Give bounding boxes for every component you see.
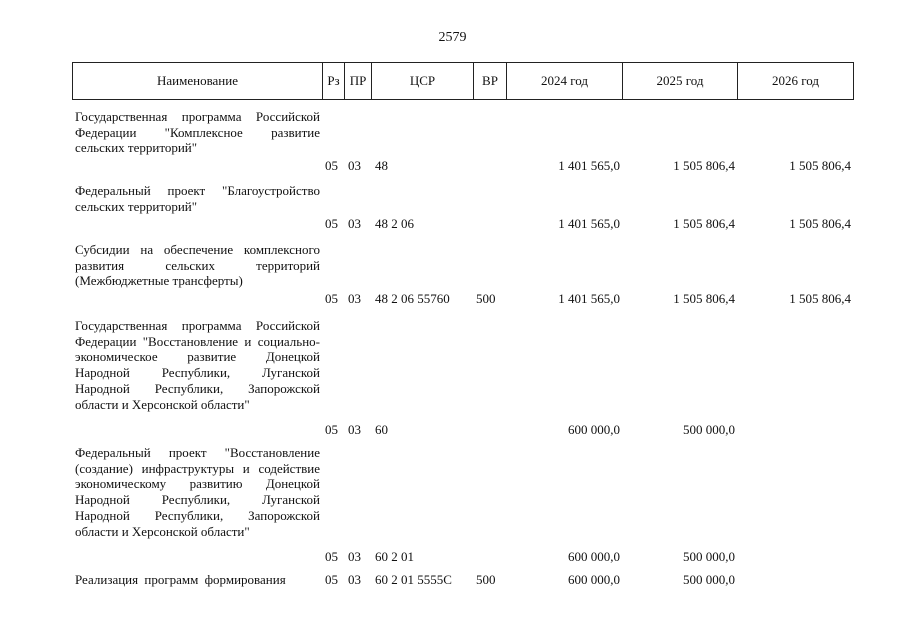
- row-rz: 05: [325, 549, 338, 565]
- row-2024: 600 000,0: [568, 572, 620, 588]
- page-number: 2579: [438, 30, 467, 45]
- row-vr: 500: [476, 291, 496, 307]
- row-name: Федеральный проект "Благоустройство сельских территорий": [75, 183, 320, 214]
- header-rz: Рз: [323, 63, 345, 100]
- row-rz: 05: [325, 572, 338, 588]
- row-csr: 48 2 06 55760: [375, 291, 450, 307]
- row-2024: 1 401 565,0: [558, 291, 620, 307]
- row-2024: 1 401 565,0: [558, 158, 620, 174]
- row-2025: 500 000,0: [683, 572, 735, 588]
- row-2024: 600 000,0: [568, 549, 620, 565]
- row-name: Государственная программа Российской Федерации "Восстановление и социально-экономическое развитие Донецкой Народной Республики, Луганской Народной Республики, Запорожской области и Херсонской области": [75, 318, 320, 412]
- row-csr: 60: [375, 422, 388, 438]
- header-name: Наименование: [73, 63, 323, 100]
- row-pr: 03: [348, 158, 361, 174]
- row-rz: 05: [325, 422, 338, 438]
- row-csr: 60 2 01 5555С: [375, 572, 452, 588]
- header-2024: 2024 год: [507, 63, 623, 100]
- header-vr: ВР: [474, 63, 507, 100]
- table-row: [0, 242, 905, 307]
- row-rz: 05: [325, 158, 338, 174]
- row-csr: 60 2 01: [375, 549, 414, 565]
- table-row: [0, 318, 905, 438]
- row-name: Федеральный проект "Восстановление (создание) инфраструктуры и содействие экономическому развитию Донецкой Народной Республики, Луганской Народной Республики, Запорожской области и Херсонской области": [75, 445, 320, 539]
- row-csr: 48: [375, 158, 388, 174]
- row-2025: 1 505 806,4: [673, 291, 735, 307]
- row-vr: 500: [476, 572, 496, 588]
- header-csr: ЦСР: [372, 63, 474, 100]
- row-name: Государственная программа Российской Федерации "Комплексное развитие сельских территорий": [75, 109, 320, 156]
- header-pr: ПР: [345, 63, 372, 100]
- header-2026: 2026 год: [738, 63, 854, 100]
- row-pr: 03: [348, 422, 361, 438]
- row-rz: 05: [325, 291, 338, 307]
- row-2024: 600 000,0: [568, 422, 620, 438]
- row-pr: 03: [348, 216, 361, 232]
- row-2026: 1 505 806,4: [789, 158, 851, 174]
- table-row: [0, 109, 905, 174]
- row-csr: 48 2 06: [375, 216, 414, 232]
- table-row: [0, 572, 905, 588]
- row-2025: 1 505 806,4: [673, 216, 735, 232]
- table-row: [0, 445, 905, 565]
- row-2025: 1 505 806,4: [673, 158, 735, 174]
- row-rz: 05: [325, 216, 338, 232]
- row-2024: 1 401 565,0: [558, 216, 620, 232]
- row-2026: 1 505 806,4: [789, 216, 851, 232]
- row-name: Субсидии на обеспечение комплексного развития сельских территорий (Межбюджетные трансферты): [75, 242, 320, 289]
- row-2026: 1 505 806,4: [789, 291, 851, 307]
- row-name: Реализация программ формирования: [75, 572, 286, 587]
- row-pr: 03: [348, 572, 361, 588]
- row-pr: 03: [348, 549, 361, 565]
- row-2025: 500 000,0: [683, 422, 735, 438]
- header-2025: 2025 год: [623, 63, 738, 100]
- row-pr: 03: [348, 291, 361, 307]
- row-2025: 500 000,0: [683, 549, 735, 565]
- table-row: [0, 183, 905, 232]
